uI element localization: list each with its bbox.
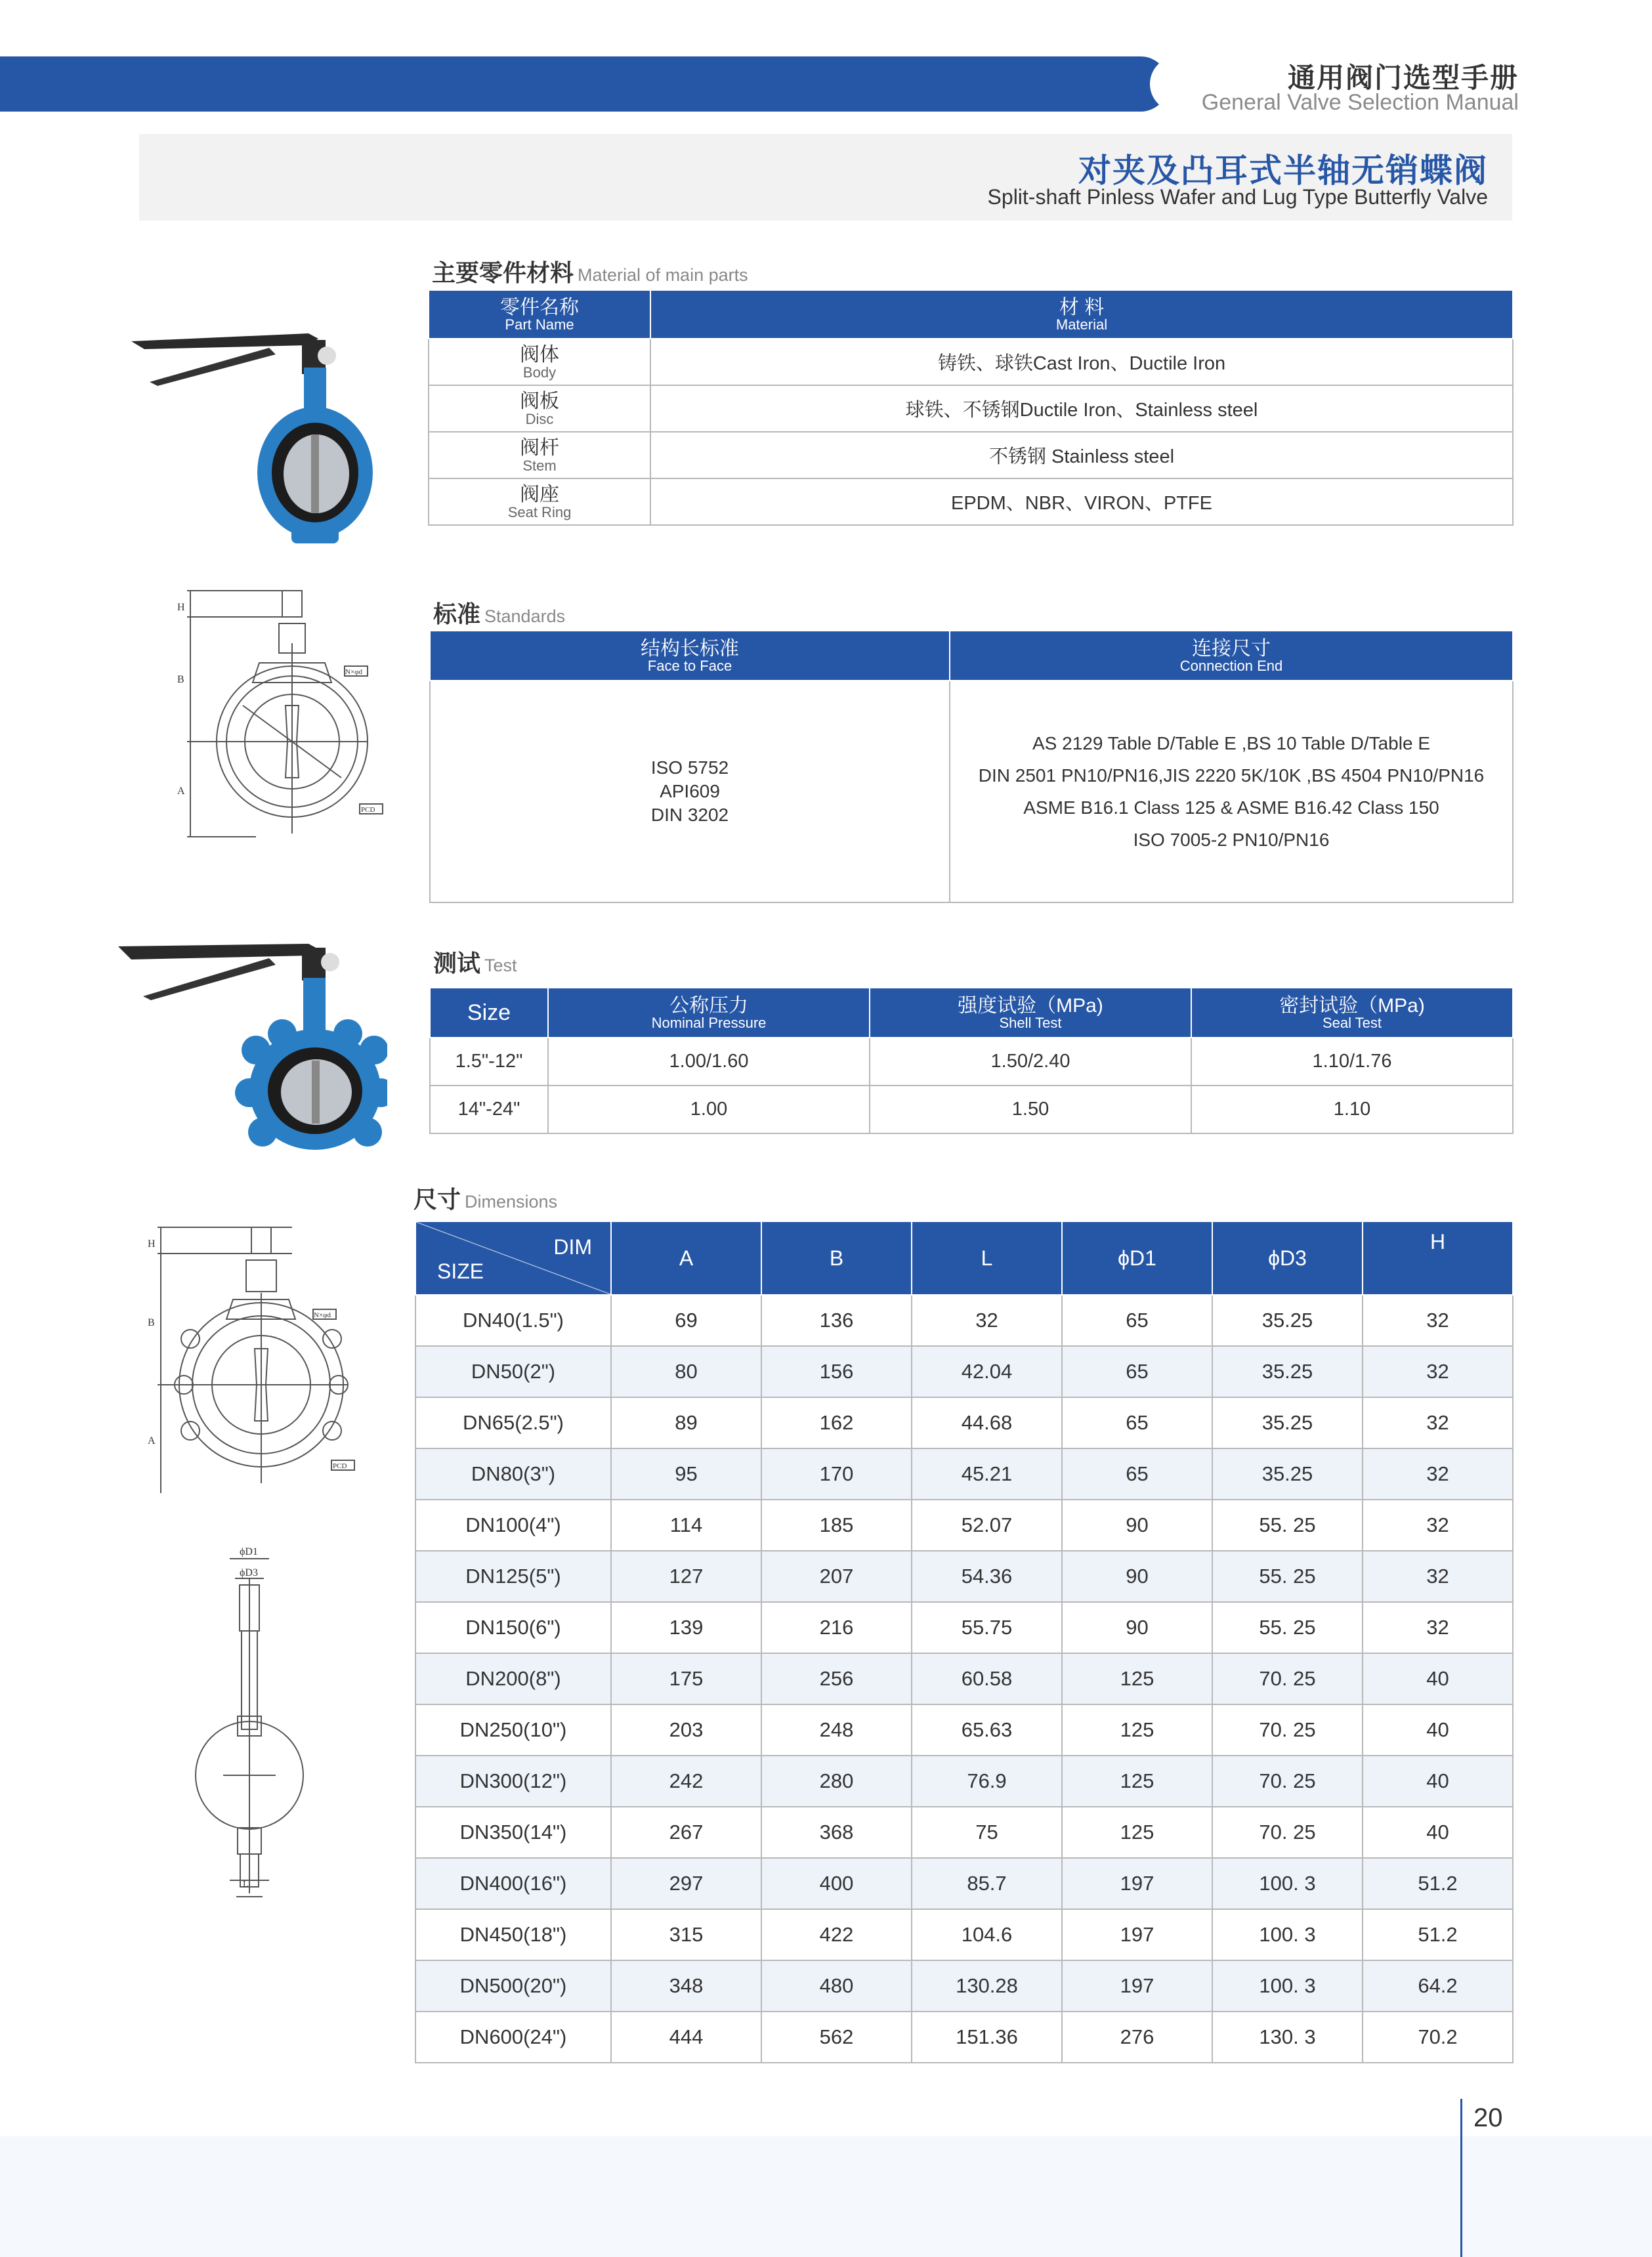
dim-value-cell: 156 [761, 1346, 912, 1397]
drawing-label-b: B [177, 674, 184, 685]
dim-value-cell: 55.75 [912, 1602, 1062, 1653]
dim-value-cell: 139 [611, 1602, 761, 1653]
dim-value-cell: 297 [611, 1858, 761, 1909]
dim-value-cell: 368 [761, 1807, 912, 1858]
dimensions-body [415, 1295, 1513, 2063]
drawing-label-h: H [177, 602, 185, 613]
dim-value-cell: 51.2 [1363, 1909, 1513, 1960]
dim-value-cell: 151.36 [912, 2012, 1062, 2063]
dim-value-cell: 100. 3 [1212, 1858, 1363, 1909]
dim-value-cell: 170 [761, 1448, 912, 1500]
material-cell: EPDM、NBR、VIRON、PTFE [650, 478, 1513, 525]
dim-value-cell: 55. 25 [1212, 1602, 1363, 1653]
dim-value-cell: 44.68 [912, 1397, 1062, 1448]
dim-value-cell: 76.9 [912, 1756, 1062, 1807]
dim-value-cell: 480 [761, 1960, 912, 2012]
dim-size-cell: DN65(2.5") [415, 1397, 611, 1448]
dim-size-cell: DN200(8") [415, 1653, 611, 1704]
dim-col-h: H [1363, 1221, 1513, 1295]
dimensions-table [415, 1221, 1514, 2063]
dim-size-cell: DN100(4") [415, 1500, 611, 1551]
table-row [415, 1653, 1513, 1704]
dim-value-cell: 70. 25 [1212, 1807, 1363, 1858]
dim-value-cell: 75 [912, 1807, 1062, 1858]
dim-value-cell: 400 [761, 1858, 912, 1909]
standards-heading-cn: 标准 [433, 601, 481, 627]
test-np-cell: 1.00 [548, 1086, 870, 1133]
table-row [415, 1704, 1513, 1756]
header-band [0, 56, 1168, 112]
materials-col-part: 零件名称 Part Name [429, 290, 650, 339]
dim-value-cell: 60.58 [912, 1653, 1062, 1704]
dim-value-cell: 55. 25 [1212, 1500, 1363, 1551]
dim-col-d3: ϕD3 [1212, 1221, 1363, 1295]
dim-size-cell: DN250(10") [415, 1704, 611, 1756]
dim-value-cell: 32 [1363, 1295, 1513, 1346]
test-col-size: Size [430, 988, 548, 1038]
connection-standard: ASME B16.1 Class 125 & ASME B16.42 Class 150 [1023, 797, 1439, 818]
drawing-label-d3: ϕD3 [240, 1567, 258, 1578]
dim-value-cell: 276 [1062, 2012, 1212, 2063]
part-name-cell: 阀板 Disc [429, 385, 650, 432]
dim-size-cell: DN350(14") [415, 1807, 611, 1858]
dim-corner-header [415, 1221, 611, 1295]
table-row [415, 1807, 1513, 1858]
dim-value-cell: 197 [1062, 1858, 1212, 1909]
dim-value-cell: 104.6 [912, 1909, 1062, 1960]
table-row [430, 681, 1513, 902]
dim-size-cell: DN300(12") [415, 1756, 611, 1807]
dim-col-d1: ϕD1 [1062, 1221, 1212, 1295]
table-row [430, 1038, 1513, 1086]
test-col-seal: 密封试验（MPa) Seal Test [1191, 988, 1513, 1038]
dim-value-cell: 127 [611, 1551, 761, 1602]
standards-heading [433, 596, 565, 629]
standards-table [429, 630, 1514, 903]
table-row [415, 1295, 1513, 1346]
part-name-cell: 阀座 Seat Ring [429, 478, 650, 525]
dim-value-cell: 267 [611, 1807, 761, 1858]
drawing-label-a-2: A [148, 1435, 156, 1446]
materials-heading [432, 255, 748, 288]
dim-value-cell: 65 [1062, 1397, 1212, 1448]
dim-size-cell: DN150(6") [415, 1602, 611, 1653]
dim-col-l: L [912, 1221, 1062, 1295]
dim-value-cell: 80 [611, 1346, 761, 1397]
dim-value-cell: 216 [761, 1602, 912, 1653]
dim-value-cell: 55. 25 [1212, 1551, 1363, 1602]
dim-size-cell: DN450(18") [415, 1909, 611, 1960]
dim-corner-dim: DIM [553, 1235, 592, 1259]
dim-value-cell: 280 [761, 1756, 912, 1807]
standards-col-connection: 连接尺寸 Connection End [950, 631, 1513, 681]
connection-standard: DIN 2501 PN10/PN16,JIS 2220 5K/10K ,BS 4504 PN10/PN16 [978, 765, 1485, 786]
dim-value-cell: 65 [1062, 1295, 1212, 1346]
dim-value-cell: 54.36 [912, 1551, 1062, 1602]
materials-heading-cn: 主要零件材料 [432, 259, 574, 286]
dim-value-cell: 207 [761, 1551, 912, 1602]
drawing-label-pcd-2: PCD [333, 1462, 347, 1470]
dim-value-cell: 70. 25 [1212, 1653, 1363, 1704]
drawing-label-h-2: H [148, 1238, 156, 1250]
table-row [429, 385, 1513, 432]
dim-value-cell: 444 [611, 2012, 761, 2063]
dim-value-cell: 35.25 [1212, 1295, 1363, 1346]
wafer-valve-drawing [177, 584, 394, 847]
dim-value-cell: 35.25 [1212, 1448, 1363, 1500]
dim-value-cell: 32 [1363, 1346, 1513, 1397]
dim-value-cell: 125 [1062, 1653, 1212, 1704]
dim-corner-size: SIZE [437, 1259, 484, 1283]
dimensions-heading-en: Dimensions [465, 1192, 558, 1212]
table-row [415, 1602, 1513, 1653]
page-number-rule [1460, 2099, 1462, 2257]
dim-value-cell: 114 [611, 1500, 761, 1551]
connection-standard: ISO 7005-2 PN10/PN16 [1133, 830, 1330, 850]
dim-value-cell: 136 [761, 1295, 912, 1346]
dim-value-cell: 40 [1363, 1704, 1513, 1756]
dim-size-cell: DN80(3") [415, 1448, 611, 1500]
table-row [415, 1551, 1513, 1602]
dim-value-cell: 315 [611, 1909, 761, 1960]
dim-value-cell: 42.04 [912, 1346, 1062, 1397]
face-standard: API609 [660, 781, 720, 801]
lug-valve-drawing [141, 1221, 364, 1503]
table-row [415, 1858, 1513, 1909]
dim-value-cell: 348 [611, 1960, 761, 2012]
footer-band [0, 2136, 1652, 2257]
dim-value-cell: 256 [761, 1653, 912, 1704]
dim-size-cell: DN40(1.5") [415, 1295, 611, 1346]
product-title-cn: 对夹及凸耳式半轴无销蝶阀 [1078, 152, 1488, 189]
dim-value-cell: 65 [1062, 1448, 1212, 1500]
manual-title-en: General Valve Selection Manual [1201, 90, 1519, 115]
table-row [415, 1960, 1513, 2012]
dim-value-cell: 45.21 [912, 1448, 1062, 1500]
dim-value-cell: 175 [611, 1653, 761, 1704]
dim-value-cell: 32 [1363, 1602, 1513, 1653]
dim-value-cell: 70. 25 [1212, 1756, 1363, 1807]
test-np-cell: 1.00/1.60 [548, 1038, 870, 1086]
test-size-cell: 14"-24" [430, 1086, 548, 1133]
dim-value-cell: 35.25 [1212, 1397, 1363, 1448]
connection-standard: AS 2129 Table D/Table E ,BS 10 Table D/Table E [1032, 733, 1431, 753]
table-row [415, 2012, 1513, 2063]
materials-col-material: 材 料 Material [650, 290, 1513, 339]
test-seal-cell: 1.10/1.76 [1191, 1038, 1513, 1086]
dim-value-cell: 70. 25 [1212, 1704, 1363, 1756]
material-cell: 球铁、不锈钢Ductile Iron、Stainless steel [650, 385, 1513, 432]
table-row [429, 432, 1513, 478]
dim-value-cell: 85.7 [912, 1858, 1062, 1909]
dim-size-cell: DN400(16") [415, 1858, 611, 1909]
dim-value-cell: 90 [1062, 1602, 1212, 1653]
drawing-label-b-2: B [148, 1317, 155, 1328]
dim-value-cell: 197 [1062, 1960, 1212, 2012]
dim-value-cell: 40 [1363, 1756, 1513, 1807]
test-heading [433, 945, 517, 979]
connection-end-cell [950, 681, 1513, 902]
drawing-label-d1: ϕD1 [240, 1546, 258, 1557]
table-row [415, 1909, 1513, 1960]
dim-size-cell: DN50(2") [415, 1346, 611, 1397]
dim-col-b: B [761, 1221, 912, 1295]
drawing-label-nxd-2: N×φd [314, 1311, 331, 1319]
dim-value-cell: 65.63 [912, 1704, 1062, 1756]
dimensions-heading-cn: 尺寸 [413, 1186, 461, 1213]
dim-value-cell: 64.2 [1363, 1960, 1513, 2012]
dim-value-cell: 125 [1062, 1807, 1212, 1858]
test-col-shell: 强度试验（MPa) Shell Test [870, 988, 1191, 1038]
table-row [429, 339, 1513, 385]
dim-value-cell: 40 [1363, 1807, 1513, 1858]
material-cell: 不锈钢 Stainless steel [650, 432, 1513, 478]
wafer-valve-photo [118, 308, 407, 558]
dim-value-cell: 65 [1062, 1346, 1212, 1397]
dim-value-cell: 185 [761, 1500, 912, 1551]
test-seal-cell: 1.10 [1191, 1086, 1513, 1133]
dim-value-cell: 32 [1363, 1397, 1513, 1448]
dim-value-cell: 32 [1363, 1551, 1513, 1602]
header-band-notch [1150, 56, 1209, 112]
drawing-label-pcd: PCD [361, 806, 375, 814]
dim-value-cell: 203 [611, 1704, 761, 1756]
table-row [429, 478, 1513, 525]
table-row [415, 1397, 1513, 1448]
dim-value-cell: 197 [1062, 1909, 1212, 1960]
dim-size-cell: DN125(5") [415, 1551, 611, 1602]
face-standard: ISO 5752 [650, 757, 729, 778]
dim-value-cell: 242 [611, 1756, 761, 1807]
dim-value-cell: 69 [611, 1295, 761, 1346]
product-title-en: Split-shaft Pinless Wafer and Lug Type Butterfly Valve [987, 185, 1488, 209]
face-standard: DIN 3202 [650, 805, 729, 825]
test-size-cell: 1.5"-12" [430, 1038, 548, 1086]
drawing-label-a: A [177, 786, 185, 797]
side-section-drawing [184, 1539, 315, 1907]
material-cell: 铸铁、球铁Cast Iron、Ductile Iron [650, 339, 1513, 385]
test-shell-cell: 1.50 [870, 1086, 1191, 1133]
dim-value-cell: 51.2 [1363, 1858, 1513, 1909]
test-shell-cell: 1.50/2.40 [870, 1038, 1191, 1086]
part-name-cell: 阀杆 Stem [429, 432, 650, 478]
part-name-cell: 阀体 Body [429, 339, 650, 385]
materials-table [428, 289, 1514, 526]
table-row [430, 1086, 1513, 1133]
table-row [415, 1756, 1513, 1807]
dim-value-cell: 90 [1062, 1551, 1212, 1602]
dim-value-cell: 70.2 [1363, 2012, 1513, 2063]
dim-value-cell: 422 [761, 1909, 912, 1960]
standards-col-face: 结构长标准 Face to Face [430, 631, 950, 681]
dim-value-cell: 100. 3 [1212, 1960, 1363, 2012]
table-row [415, 1346, 1513, 1397]
manual-title-cn: 通用阀门选型手册 [1287, 62, 1519, 93]
standards-heading-en: Standards [484, 606, 566, 626]
test-table [429, 987, 1514, 1134]
test-col-nominal: 公称压力 Nominal Pressure [548, 988, 870, 1038]
dim-size-cell: DN500(20") [415, 1960, 611, 2012]
dim-value-cell: 125 [1062, 1756, 1212, 1807]
dim-value-cell: 32 [1363, 1500, 1513, 1551]
dim-value-cell: 32 [912, 1295, 1062, 1346]
dim-value-cell: 562 [761, 2012, 912, 2063]
dim-value-cell: 52.07 [912, 1500, 1062, 1551]
drawing-label-l: L [243, 1880, 249, 1889]
table-row [415, 1448, 1513, 1500]
table-row [415, 1500, 1513, 1551]
dim-value-cell: 90 [1062, 1500, 1212, 1551]
dim-col-a: A [611, 1221, 761, 1295]
dim-value-cell: 125 [1062, 1704, 1212, 1756]
dim-value-cell: 130.28 [912, 1960, 1062, 2012]
dim-size-cell: DN600(24") [415, 2012, 611, 2063]
dim-value-cell: 248 [761, 1704, 912, 1756]
page-number: 20 [1473, 2103, 1503, 2132]
lug-valve-photo [112, 932, 387, 1155]
materials-heading-en: Material of main parts [578, 265, 748, 285]
dim-value-cell: 89 [611, 1397, 761, 1448]
dim-value-cell: 130. 3 [1212, 2012, 1363, 2063]
dim-value-cell: 35.25 [1212, 1346, 1363, 1397]
face-to-face-cell [430, 681, 950, 902]
dim-value-cell: 100. 3 [1212, 1909, 1363, 1960]
dim-value-cell: 162 [761, 1397, 912, 1448]
dim-value-cell: 32 [1363, 1448, 1513, 1500]
dimensions-heading [413, 1181, 557, 1215]
drawing-label-nxd: N×φd [345, 668, 362, 676]
test-heading-en: Test [484, 956, 517, 975]
dim-value-cell: 40 [1363, 1653, 1513, 1704]
test-heading-cn: 测试 [433, 950, 481, 977]
dim-value-cell: 95 [611, 1448, 761, 1500]
